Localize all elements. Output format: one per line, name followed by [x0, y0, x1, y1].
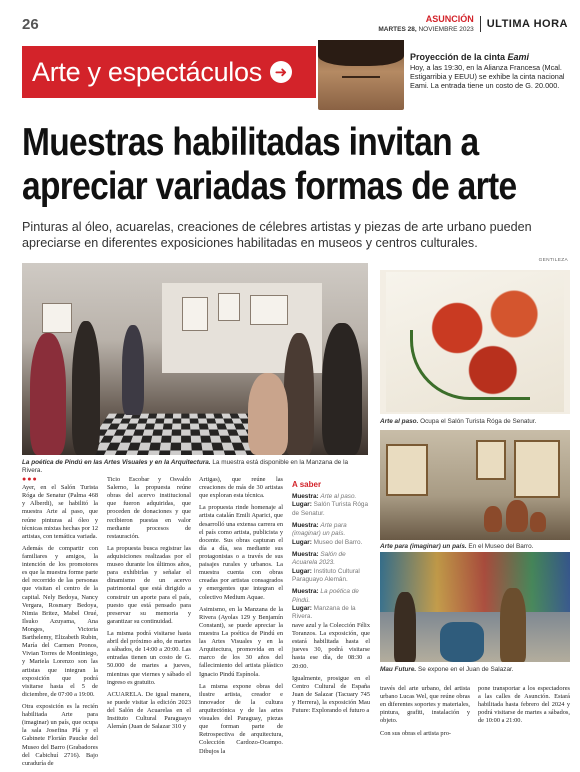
- photo-caption: [380, 543, 570, 551]
- photo-pot: [506, 500, 528, 532]
- teaser-title: [410, 52, 570, 62]
- body-column-6: [478, 685, 570, 730]
- entry-value: Manzana de la Rivera.: [292, 604, 356, 621]
- entry-value: Arte al paso.: [320, 493, 357, 500]
- teaser-title-film: Eami: [507, 52, 530, 62]
- main-photo-frame: [218, 293, 240, 321]
- photo-credit: GENTILEZA: [538, 258, 568, 263]
- body-paragraph: La propuesta rinde homenaje al artista catalán Emili Aparici, que desarrolló una extensa carrera en el país como artista, publicista y docente. Sus obras capturan el día a día, sea mediante sus protagonistas o a través de sus paisajes rurales y urbanos. La muestra cuenta con obras creadas por artistas consagrados y emergentes que integran el colectivo Medium Aquae.: [199, 504, 283, 601]
- entry-key: Muestra:: [292, 588, 319, 596]
- body-column-1: [22, 476, 98, 772]
- main-photo-caption: [22, 459, 368, 475]
- main-photo-frame: [42, 303, 72, 333]
- issue-date: [378, 26, 473, 33]
- main-photo-frame: [182, 297, 208, 331]
- entry-key: Muestra:: [292, 550, 319, 558]
- entry-value: Arte para (imaginar) un país.: [292, 521, 347, 538]
- photo-artwork: [514, 440, 560, 498]
- entry-key: Lugar:: [292, 501, 312, 509]
- brand-block: [378, 14, 473, 33]
- entry-value: Instituto Cultural Paraguayo Alemán.: [292, 567, 360, 583]
- main-photo-person: [322, 323, 362, 455]
- body-paragraph: La misma expone obras del ilustre artista, creador e innovador de la cultura arquitectónica y de las artes visuales del Paraguay, piezas que forman parte de Retrospectiva de arquitectura, Colección Cardozo-Ocampo. Dibujos la: [199, 682, 283, 755]
- body-paragraph-text: Ayer, en el Salón Turista Róga de Senatur (Palma 468 y Alberdi), se habilitó la muestra Arte al paso, que reúne pinturas al óleo y técnicas mixtas hechas por 12 artistas, con temática variada.: [22, 484, 98, 540]
- masthead: [378, 14, 568, 33]
- body-paragraph: Además de compartir con familiares y amigos, la intención de los promotores es que la muestra forme parte del recorrido de las personas que visitan el centro de la capital. Nely Bedoya, Nancy Vergara, Rosmary Bedoya, Nimia Britez, Mabel Orué, Ilsuko Azuyama, Ana Monges, Victoria Barthelemy, Elizabeth Rubin, María del Carmen Pronos, Vivian Torres de Montiniego, y Mariela Lorenzo son las artistas que integran la exposición que podrá visitarse hasta el 5 de diciembre, de 07:00 a 19:00.: [22, 544, 98, 698]
- main-photo: [22, 263, 368, 455]
- caption-text: Ocupa el Salón Turista Róga de Senatur.: [418, 418, 537, 425]
- teaser-photo: [318, 40, 404, 110]
- body-paragraph: Artigas), que reúne las creaciones de más de 30 artistas que exploran esta técnica.: [199, 476, 283, 500]
- body-paragraph: pone transportar a los espectadores a las calles de Asunción. Estará habilitada hasta febrero del 2024 y podrá visitarse de martes a sábados, de 10:00 a 21:00.: [478, 685, 570, 725]
- masthead-divider: [480, 16, 481, 32]
- teaser-block: [410, 52, 570, 90]
- photo-pot: [530, 512, 546, 532]
- body-paragraph: Asimismo, en la Manzana de la Rivera (Ayolas 129 y Benjamín Constant), se puede apreciar la muestra La poética de Pindú en las Artes Visuales y en la Arquitectura, promovida en el marco de los 30 años del fallecimiento del artista plástico Ignacio Pindú Espínola.: [199, 605, 283, 678]
- photo-caption: [380, 666, 570, 674]
- entry-value: La poética de Pindú.: [292, 588, 359, 604]
- body-paragraph: Con sus obras el artista pro-: [380, 729, 452, 737]
- entry-key: Lugar:: [292, 538, 312, 546]
- lead-dots-icon: ●●●: [22, 476, 38, 483]
- a-saber-entry: [292, 493, 370, 518]
- body-column-2: [107, 476, 191, 735]
- photo-figure: [500, 588, 526, 662]
- issue-date-weekday: MARTES 28,: [378, 26, 417, 33]
- headline-line-2: apreciar variadas formas de arte: [22, 165, 517, 209]
- photo-arte-al-paso: [380, 270, 570, 414]
- main-photo-frame: [250, 295, 288, 325]
- page-number: 26: [22, 16, 39, 33]
- body-paragraph: Igualmente, prosigue en el Centro Cultural de España Juan de Salazar (Tacuary 745 y Herrera), la exposición Mau Future: Explorando el futuro a: [292, 674, 370, 715]
- deck: Pinturas al óleo, acuarelas, creaciones de célebres artistas y piezas de arte urbano pueden apreciarse en diferentes exposiciones habilitadas en museos y centros culturales.: [22, 220, 532, 250]
- photo-arte-para-imaginar: [380, 430, 570, 540]
- entry-value: Salón Turista Róga de Senatur.: [292, 501, 369, 517]
- a-saber-entry: [292, 522, 370, 547]
- entry-value: Salón de Acuarela 2023.: [292, 550, 346, 567]
- body-paragraph: ACUARELA. De igual manera, se puede visitar la edición 2023 del Salón de Acuarelas en el Instituto Cultural Paraguayo Alemán (Juan de Salazar 310 y: [107, 690, 191, 731]
- teaser-photo-hair: [318, 40, 404, 66]
- a-saber-box: [292, 480, 370, 620]
- body-paragraph: Otra exposición es la recién habilitada Arte para (imaginar) un país, que ocupa la sala Josefina Plá y el Gabinete Florián Paucke del Museo del Barro (Grabadores del Cabichuí 2716). Bajo curaduría de: [22, 702, 98, 767]
- entry-key: Muestra:: [292, 521, 319, 529]
- photo-caption: [380, 418, 570, 426]
- caption-lead: La poética de Pindú en las Artes Visuales y en la Arquitectura.: [22, 459, 211, 466]
- body-column-3: [199, 476, 283, 760]
- caption-lead: Arte al paso.: [380, 418, 419, 425]
- caption-text: La muestra está disponible en la Manzana de la Rivera.: [22, 459, 349, 474]
- caption-text: En el Museo del Barro.: [466, 543, 534, 550]
- body-paragraph: nave azul y la Colección Félix Toranzos. La exposición, que estará habilitada hasta el jueves 30, podrá visitarse hasta ese día, de 08:30 a 20:00.: [292, 622, 370, 670]
- entry-key: Lugar:: [292, 604, 312, 612]
- a-saber-entry: [292, 588, 370, 621]
- photo-artwork: [476, 440, 506, 480]
- teaser-title-prefix: Proyección de la cinta: [410, 52, 508, 62]
- section-banner[interactable]: [22, 46, 316, 98]
- a-saber-title: A saber: [292, 480, 322, 489]
- body-column-4: [292, 622, 370, 719]
- teaser-photo-eyes: [342, 76, 380, 80]
- a-saber-entry: [292, 551, 370, 584]
- body-paragraph: La misma podrá visitarse hasta abril del próximo año, de martes a sábados, de 14:00 a 20:00. Las entradas tienen un costo de G. 50.000 de martes a jueves, mientras que viernes y sábado el ingreso es gratuito.: [107, 629, 191, 686]
- photo-figure: [394, 592, 416, 662]
- headline: [22, 121, 517, 209]
- photo-artwork: [386, 444, 428, 496]
- entry-key: Muestra:: [292, 493, 319, 500]
- teaser-body: Hoy, a las 19:30, en la Alianza Francesa (Mcal. Estigarribia y EEUU) se exhibe la cinta nacional Eami. La entrada tiene un costo de G. 20.000.: [410, 63, 565, 91]
- body-paragraph: través del arte urbano, del artista urbano Lucas Wel, que reúne obras en diferentes soportes y materiales, pintura, grafiti, instalación y objeto.: [380, 685, 470, 725]
- section-banner-title: Arte y espectáculos: [32, 56, 262, 87]
- body-paragraph: La propuesta busca registrar las adquisiciones realizadas por el museo durante los últimos años, para exhibirlas y señalar el dinamismo de un acervo patrimonial que está dirigido a construir un aporte para el país, puesto que está pensado para preservar su memoria y garantizar su continuidad.: [107, 544, 191, 625]
- caption-lead: Arte para (imaginar) un país.: [380, 543, 467, 550]
- arrow-right-icon[interactable]: ➜: [270, 61, 292, 83]
- main-photo-person: [30, 333, 66, 455]
- brand-city: ASUNCIÓN: [425, 14, 474, 24]
- photo-mau-future: [380, 552, 570, 662]
- main-photo-person: [122, 325, 144, 415]
- entry-key: Lugar:: [292, 567, 312, 575]
- photo-figure: [440, 622, 484, 662]
- caption-lead: Mau Future.: [380, 666, 417, 673]
- entry-value: Museo del Barro.: [313, 538, 363, 546]
- caption-text: Se expone en el Juan de Salazar.: [416, 666, 514, 673]
- main-photo-person: [284, 333, 314, 455]
- body-column-5: [380, 685, 470, 742]
- photo-pot: [484, 506, 502, 532]
- body-paragraph: [22, 476, 98, 541]
- main-photo-person: [72, 321, 100, 455]
- main-photo-person: [248, 373, 288, 455]
- body-paragraph: Ticio Escobar y Osvaldo Salerno, la propuesta reúne obras del acervo institucional que fueron adquiridas, que proceden de donaciones y que recibieron puestas en valor mediante procesos de restauración.: [107, 476, 191, 540]
- issue-date-rest: NOVIEMBRE 2023: [418, 26, 474, 33]
- section-label: ULTIMA HORA: [486, 17, 568, 30]
- headline-line-1: Muestras habilitadas invitan a: [22, 121, 479, 164]
